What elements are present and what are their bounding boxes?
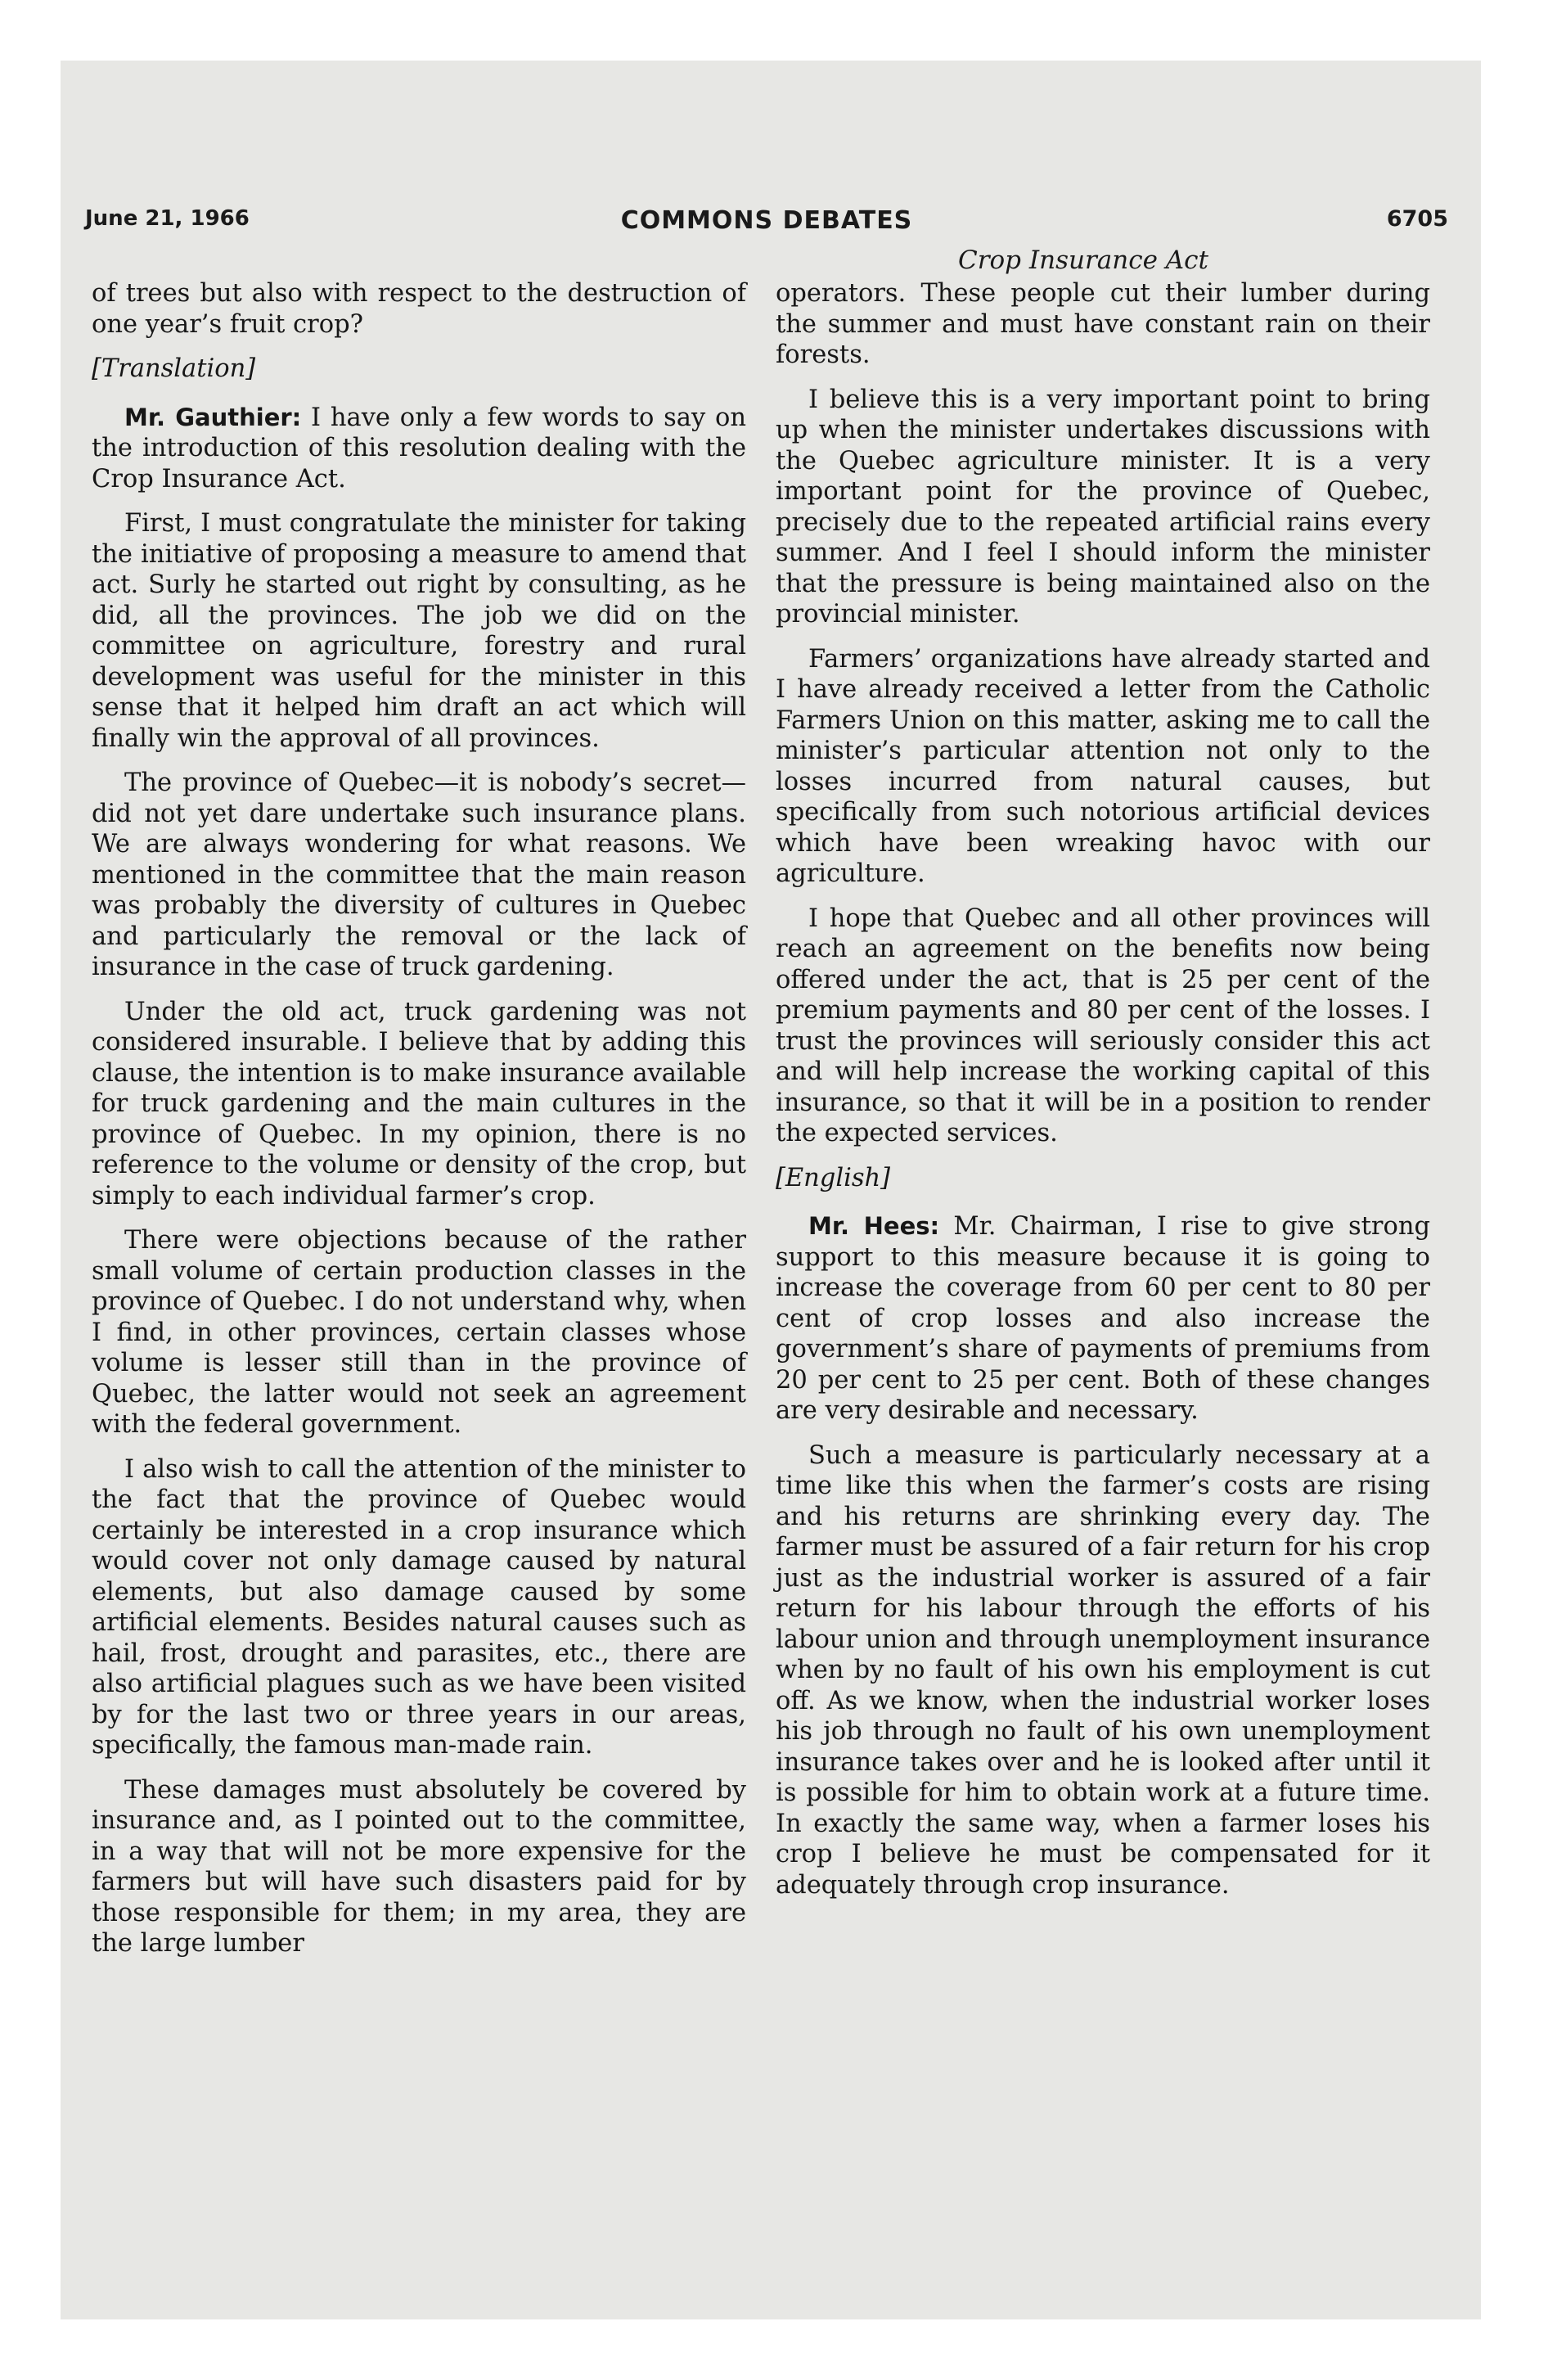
left-paragraph-4: Under the old act, truck gardening was not considered insurable. I believe that by adding this clause, the intention is to make insurance available for truck gardening and the main cultures in the province of Quebec. In my opinion, there is no reference to the volume or density of the crop, but simply to each individual farmer’s crop. <box>92 997 746 1210</box>
right-column <box>776 278 1430 1914</box>
right-paragraph-5: Such a measure is particularly necessary at a time like this when the farmer’s costs are rising and his returns are shrinking every day. The farmer must be assured of a fair return for his crop just as the industrial worker is assured of a fair return for his labour through the efforts of his labour union and through unemployment insurance when by no fault of his own his employment is cut off. As we know, when the industrial worker loses his job through no fault of his own unemployment insurance takes over and he is looked after until it is possible for him to obtain work at a future time. In exactly the same way, when a farmer loses his crop I believe he must be compensated for it adequately through crop insurance. <box>776 1440 1430 1900</box>
translation-label: [Translation] <box>92 354 256 383</box>
left-paragraph-5: There were objections because of the rather small volume of certain production classes in the province of Quebec. I do not understand why, when I find, in other provinces, certain classes whose volume is lesser still than in the province of Quebec, the latter would not seek an agreement with the federal government. <box>92 1226 746 1439</box>
speaker-gauthier: Mr. Gauthier: <box>124 403 302 431</box>
header-subject: Crop Insurance Act <box>957 246 1209 275</box>
right-paragraph-continued: operators. These people cut their lumber during the summer and must have constant rain on their forests. <box>776 279 1430 369</box>
gauthier-paragraph <box>92 403 746 495</box>
left-paragraph-2: First, I must congratulate the minister for taking the initiative of proposing a measure to amend that act. Surly he started out right by consulting, as he did, all the provinces. The job we did on the committee on agriculture, forestry and rural development was useful for the minister in this sense that it helped him draft an act which will finally win the approval of all provinces. <box>92 509 746 753</box>
left-paragraph-6: I also wish to call the attention of the minister to the fact that the province of Quebec would certainly be interested in a crop insurance which would cover not only damage caused by natural elements, but also damage caused by some artificial elements. Besides natural causes such as hail, frost, drought and parasites, etc., there are also artificial plagues such as we have been visited by for the last two or three years in our areas, specifically, the famous man-made rain. <box>92 1454 746 1760</box>
hees-text: Mr. Chairman, I rise to give strong support to this measure because it is going to increase the coverage from 60 per cent to 80 per cent of crop losses and also increase the government’s share of payments of premiums from 20 per cent to 25 per cent. Both of these changes are very desirable and necessary. <box>776 1212 1430 1425</box>
header-title: COMMONS DEBATES <box>620 206 913 235</box>
english-label: [English] <box>776 1163 891 1192</box>
page-header <box>85 206 1448 246</box>
left-paragraph-7: These damages must absolutely be covered by insurance and, as I pointed out to the committee, in a way that will not be more expensive for the farmers but will have such disasters paid for by those responsible for them; in my area, they are the large lumber <box>92 1775 746 1958</box>
right-paragraph-2: Farmers’ organizations have already started and I have already received a letter from the Catholic Farmers Union on this matter, asking me to call the minister’s particular attention not only to the losses incurred from natural causes, but specifically from such notorious artificial devices which have been wreaking havoc with our agriculture. <box>776 644 1430 888</box>
left-paragraph-continued: of trees but also with respect to the destruction of one year’s fruit crop? <box>92 279 746 339</box>
header-date: June 21, 1966 <box>85 206 250 231</box>
header-page-number: 6705 <box>1386 206 1448 232</box>
speaker-hees: Mr. Hees: <box>808 1212 940 1240</box>
gauthier-text: I have only a few words to say on the introduction of this resolution dealing with the Crop Insurance Act. <box>92 403 746 494</box>
right-paragraph-3: I hope that Quebec and all other provinces will reach an agreement on the benefits now being offered under the act, that is 25 per cent of the premium payments and 80 per cent of the losses. I trust the provinces will seriously consider this act and will help increase the working capital of this insurance, so that it will be in a position to render the expected services. <box>776 904 1430 1147</box>
scanned-page <box>61 61 1481 2319</box>
left-paragraph-3: The province of Quebec—it is nobody’s secret—did not yet dare undertake such insurance plans. We are always wondering for what reasons. We mentioned in the committee that the main reason was probably the diversity of cultures in Quebec and particularly the removal or the lack of insurance in the case of truck gardening. <box>92 769 746 981</box>
right-paragraph-1: I believe this is a very important point to bring up when the minister undertakes discussions with the Quebec agriculture minister. It is a very important point for the province of Quebec, precisely due to the repeated artificial rains every summer. And I feel I should inform the minister that the pressure is being maintained also on the provincial minister. <box>776 385 1430 629</box>
left-column <box>92 278 746 1973</box>
hees-paragraph <box>776 1211 1430 1427</box>
